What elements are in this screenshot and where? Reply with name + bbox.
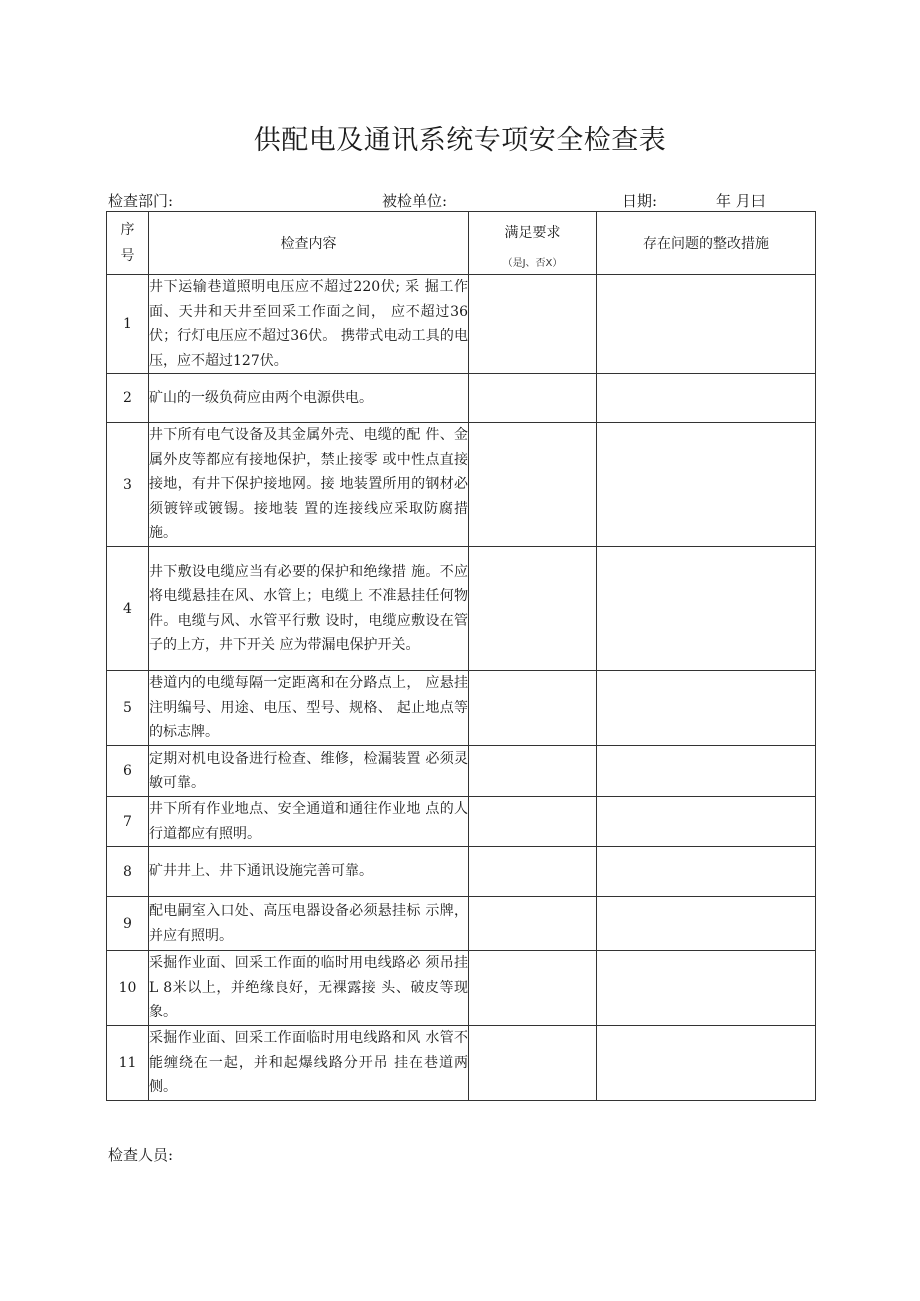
row-requirement-cell[interactable] — [469, 671, 597, 746]
table-row — [107, 897, 816, 951]
row-content: 矿井井上、井下通讯设施完善可靠。 — [149, 847, 469, 897]
inspector-label: 检查人员: — [108, 1146, 174, 1164]
inspected-unit-label: 被检单位: — [382, 192, 448, 210]
row-seq: 3 — [107, 423, 149, 547]
row-measures-cell[interactable] — [597, 847, 816, 897]
requirement-header-main: 满足要求 — [504, 224, 561, 241]
row-content: 矿山的一级负荷应由两个电源供电。 — [149, 374, 469, 423]
inspection-department-label: 检查部门: — [108, 192, 174, 210]
date-label: 日期: — [622, 192, 658, 210]
row-measures-cell[interactable] — [597, 897, 816, 951]
row-content: 井下所有作业地点、安全通道和通往作业地 点的人行道都应有照明。 — [149, 797, 469, 847]
row-seq: 11 — [107, 1026, 149, 1101]
row-content: 定期对机电设备进行检查、维修，检漏装置 必须灵敏可靠。 — [149, 746, 469, 797]
row-measures-cell[interactable] — [597, 374, 816, 423]
row-measures-cell[interactable] — [597, 547, 816, 671]
table-row — [107, 1026, 816, 1101]
row-measures-cell[interactable] — [597, 275, 816, 374]
row-content: 井下敷设电缆应当有必要的保护和绝缘措 施。不应将电缆悬挂在风、水管上；电缆上 不准悬挂任何物件。电缆与风、水管平行敷 设时，电缆应敷设在管子的上方，井下开关 应为带漏电保护开关。 — [149, 547, 469, 671]
row-seq: 5 — [107, 671, 149, 746]
column-header-content: 检查内容 — [149, 212, 469, 275]
row-content: 采掘作业面、回采工作面的临时用电线路必 须吊挂L 8米以上，并绝缘良好，无裸露接 头、破皮等现象。 — [149, 951, 469, 1026]
row-measures-cell[interactable] — [597, 797, 816, 847]
row-measures-cell[interactable] — [597, 951, 816, 1026]
row-measures-cell[interactable] — [597, 671, 816, 746]
table-row — [107, 797, 816, 847]
table-row — [107, 671, 816, 746]
row-seq: 7 — [107, 797, 149, 847]
column-header-measures: 存在问题的整改措施 — [597, 212, 816, 275]
row-measures-cell[interactable] — [597, 423, 816, 547]
row-requirement-cell[interactable] — [469, 746, 597, 797]
row-requirement-cell[interactable] — [469, 951, 597, 1026]
requirement-header-sub: （是J、否X） — [502, 257, 563, 269]
row-seq: 1 — [107, 275, 149, 374]
inspection-table — [106, 211, 816, 1101]
row-content: 采掘作业面、回采工作面临时用电线路和风 水管不能缠绕在一起，并和起爆线路分开吊 挂在巷道两侧。 — [149, 1026, 469, 1101]
table-row — [107, 547, 816, 671]
row-requirement-cell[interactable] — [469, 1026, 597, 1101]
row-requirement-cell[interactable] — [469, 897, 597, 951]
row-requirement-cell[interactable] — [469, 374, 597, 423]
table-row — [107, 374, 816, 423]
row-seq: 9 — [107, 897, 149, 951]
row-seq: 2 — [107, 374, 149, 423]
seq-header-line1: 序 — [120, 222, 135, 238]
row-requirement-cell[interactable] — [469, 847, 597, 897]
row-measures-cell[interactable] — [597, 1026, 816, 1101]
row-content: 井下运输巷道照明电压应不超过220伏; 采 掘工作面、天井和天井至回采工作面之间， 应不超过36伏；行灯电压应不超过36伏。 携带式电动工具的电压，应不超过127伏。 — [149, 275, 469, 374]
row-seq: 8 — [107, 847, 149, 897]
seq-header-line2: 号 — [120, 248, 135, 264]
table-row — [107, 847, 816, 897]
table-header-row — [107, 212, 816, 275]
header-info-row — [108, 190, 816, 210]
row-measures-cell[interactable] — [597, 746, 816, 797]
row-seq: 4 — [107, 547, 149, 671]
column-header-seq — [107, 212, 149, 275]
table-row — [107, 746, 816, 797]
row-seq: 6 — [107, 746, 149, 797]
row-content: 井下所有电气设备及其金属外壳、电缆的配 件、金属外皮等都应有接地保护，禁止接零 或中性点直接接地，有井下保护接地网。接 地装置所用的钢材必须镀锌或镀锡。接地装 置的连接线应采取防腐措施。 — [149, 423, 469, 547]
row-requirement-cell[interactable] — [469, 423, 597, 547]
row-requirement-cell[interactable] — [469, 275, 597, 374]
column-header-requirement — [469, 212, 597, 275]
row-seq: 10 — [107, 951, 149, 1026]
table-row — [107, 423, 816, 547]
row-requirement-cell[interactable] — [469, 797, 597, 847]
table-row — [107, 951, 816, 1026]
row-requirement-cell[interactable] — [469, 547, 597, 671]
row-content: 巷道内的电缆每隔一定距离和在分路点上， 应悬挂注明编号、用途、电压、型号、规格、 起止地点等的标志牌。 — [149, 671, 469, 746]
page-title: 供配电及通讯系统专项安全检查表 — [253, 125, 667, 156]
year-month-day-label: 年 月曰 — [716, 192, 766, 210]
row-content: 配电嗣室入口处、高压电器设备必须悬挂标 示牌，并应有照明。 — [149, 897, 469, 951]
table-row — [107, 275, 816, 374]
